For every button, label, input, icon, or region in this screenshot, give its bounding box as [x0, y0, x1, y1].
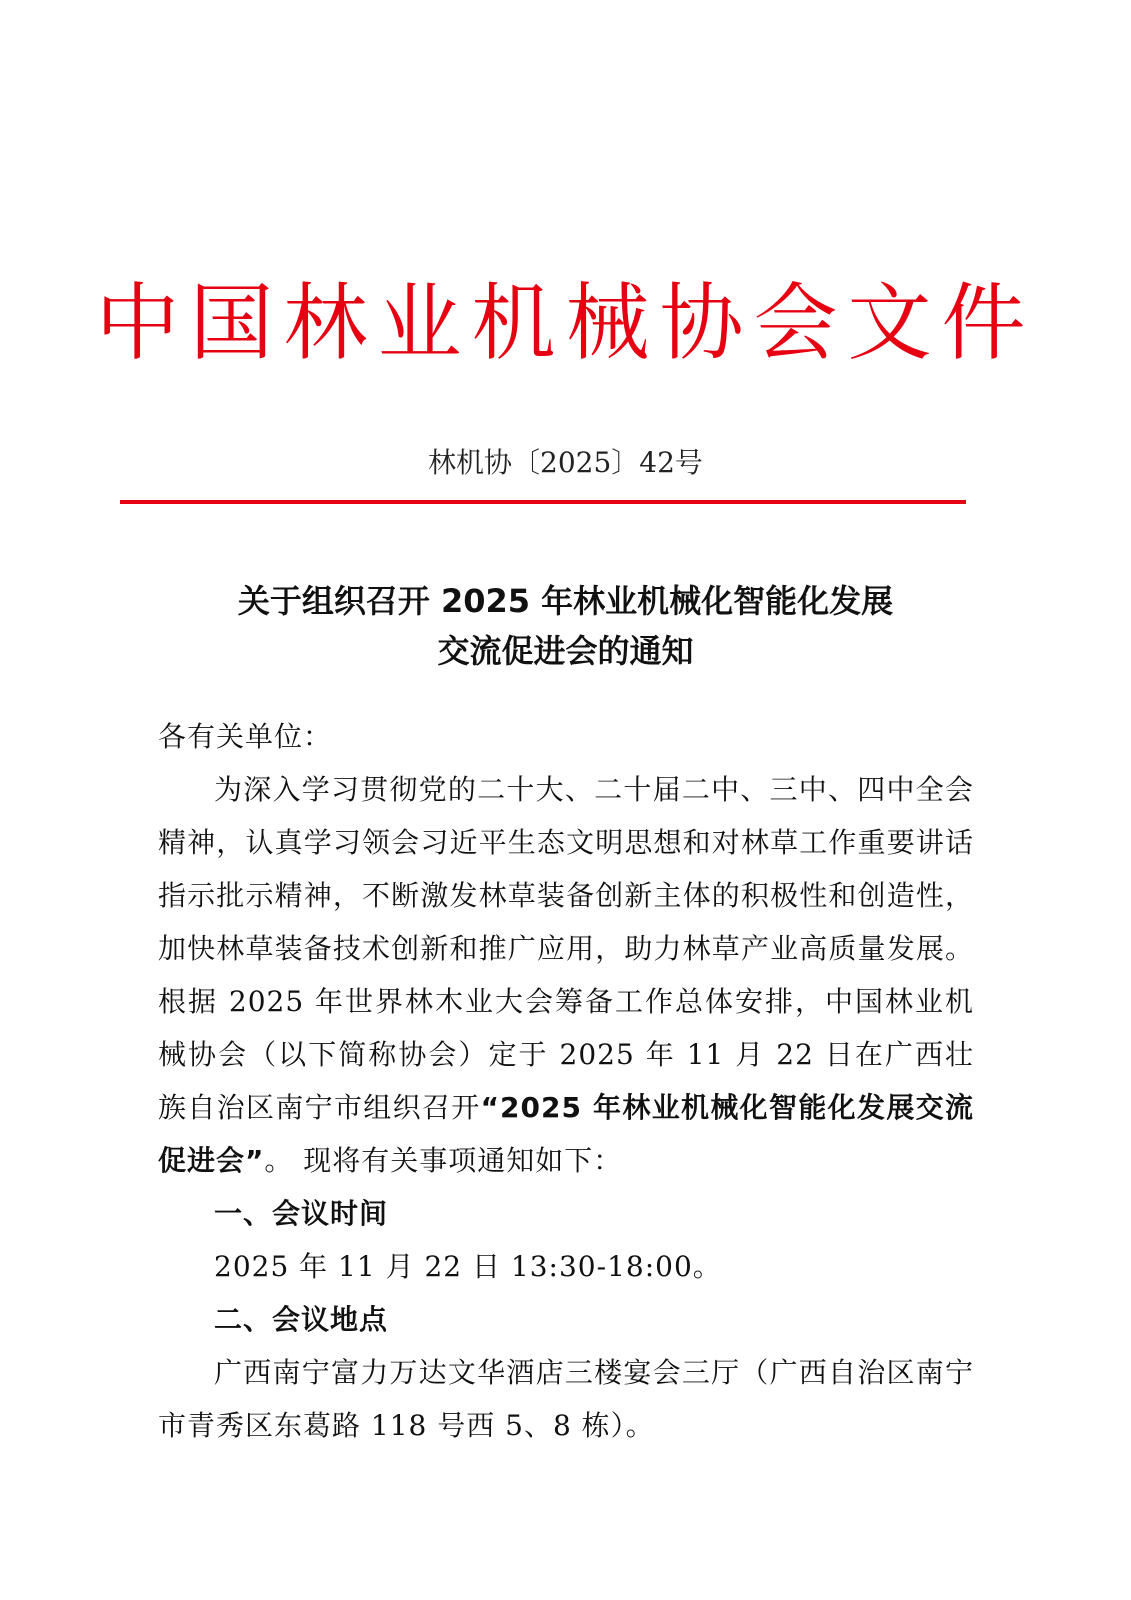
salutation: 各有关单位：	[158, 720, 333, 753]
event-name: “2025 年林业机械化智能化发展交流促进会”	[158, 1091, 974, 1177]
section-heading-venue: 二、会议地点	[214, 1303, 389, 1336]
intro-closing: 。 现将有关事项通知如下：	[264, 1144, 623, 1177]
intro-text: 为深入学习贯彻党的二十大、二十届二中、三中、四中全会精神，认真学习领会习近平生态文明思想和对林草工作重要讲话指示批示精神，不断激发林草装备创新主体的积极性和创造性，加快林草装备技术创新和推广应用，助力林草产业高质量发展。根据 2025 年世界林木业大会筹备工作总体安排，中国林业机械协会（以下简称协会）定于 2025 年 11 月 22 日在广西壮族自治区南宁市组织召开	[158, 773, 974, 1124]
notice-title-line-1: 关于组织召开 2025 年林业机械化智能化发展	[237, 582, 894, 620]
intro-paragraph	[158, 763, 974, 1187]
notice-body	[158, 710, 974, 1452]
document-number: 林机协〔2025〕42号	[428, 446, 703, 479]
red-divider-line	[120, 500, 966, 504]
section-heading-time: 一、会议时间	[214, 1197, 389, 1230]
section-content-time: 2025 年 11 月 22 日 13:30-18:00。	[214, 1250, 722, 1283]
notice-title	[0, 576, 1131, 676]
section-content-venue: 广西南宁富力万达文华酒店三楼宴会三厅（广西自治区南宁市青秀区东葛路 118 号西 5、8 栋）。	[158, 1356, 974, 1442]
masthead-title: 中国林业机械协会文件	[95, 274, 1036, 372]
notice-title-line-2: 交流促进会的通知	[437, 632, 694, 670]
